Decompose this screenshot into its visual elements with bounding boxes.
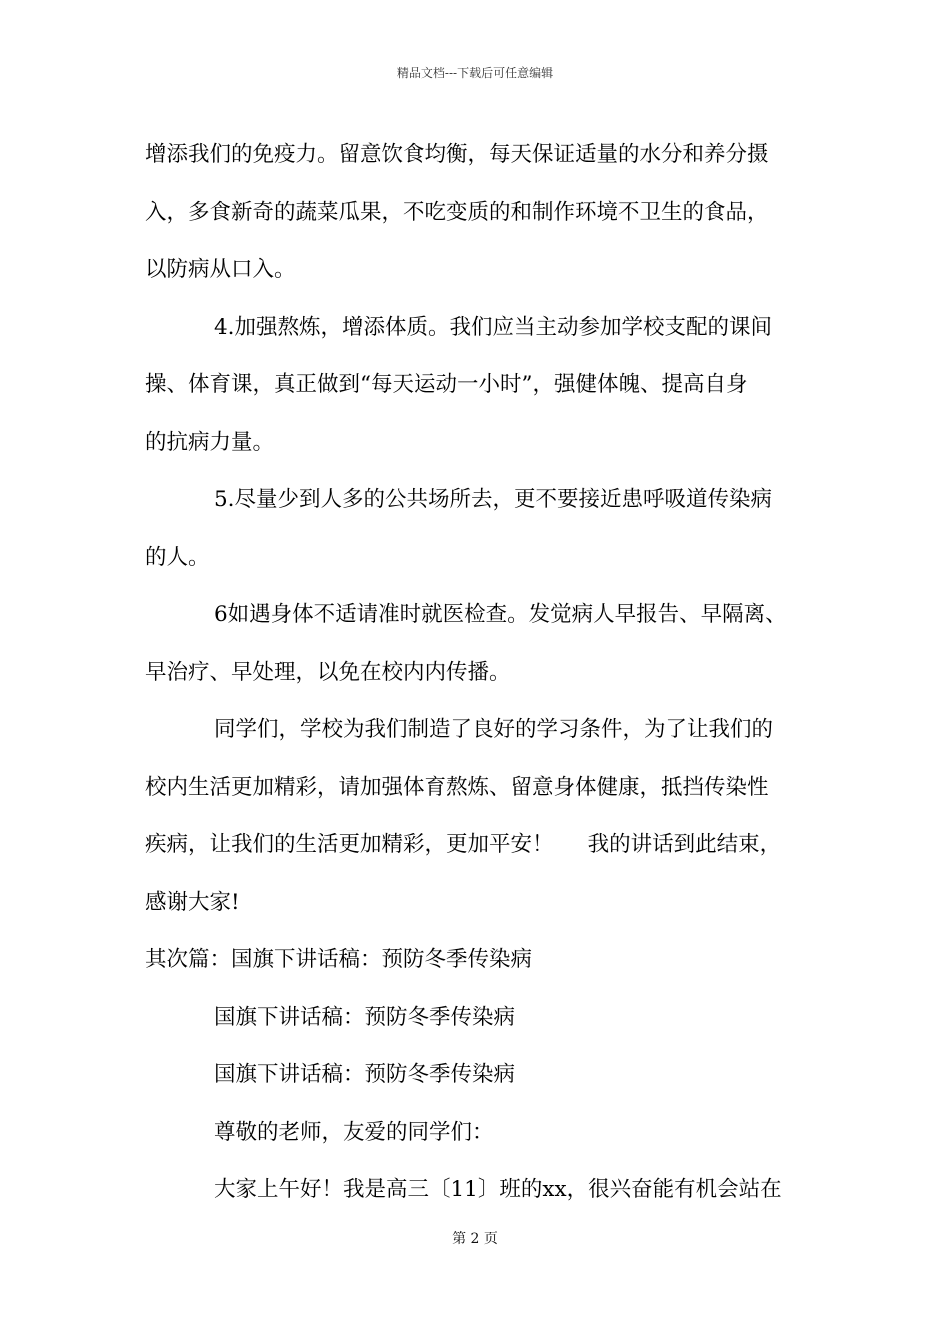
body-line: 大家上午好！我是高三〔11〕班的xx，很兴奋能有机会站在 xyxy=(214,1177,782,1202)
page-number: 第 2 页 xyxy=(452,1231,498,1247)
body-line: 的抗病力量。 xyxy=(145,429,275,455)
body-line: 同学们，学校为我们制造了良好的学习条件，为了让我们的 xyxy=(214,717,774,742)
page-header: 精品文档---下载后可任意编辑 xyxy=(396,66,554,80)
body-line: 校内生活更加精彩，请加强体育熬炼、留意身体健康，抵挡传染性 xyxy=(145,774,769,800)
body-line: 以防病从口入。 xyxy=(145,257,296,282)
body-line: 4.加强熬炼，增添体质。我们应当主动参加学校支配的课间 xyxy=(214,314,773,340)
body-line: 早治疗、早处理，以免在校内内传播。 xyxy=(145,659,511,685)
body-line: 感谢大家! xyxy=(145,889,240,915)
body-line: 增添我们的免疫力。留意饮食均衡，每天保证适量的水分和养分摄 xyxy=(145,142,769,167)
body-line: 操、体育课，真正做到“每天运动一小时”，强健体魄、提高自身 xyxy=(145,372,748,397)
body-line: 5.尽量少到人多的公共场所去，更不要接近患呼吸道传染病 xyxy=(214,487,773,512)
body-line: 国旗下讲话稿：预防冬季传染病 xyxy=(214,1004,516,1030)
body-line: 的人。 xyxy=(145,544,210,570)
body-line: 疾病，让我们的生活更加精彩，更加平安！ 我的讲话到此结束， xyxy=(145,832,782,857)
body-line: 6如遇身体不适请准时就医检查。发觉病人早报告、早隔离、 xyxy=(214,602,787,627)
body-line: 国旗下讲话稿：预防冬季传染病 xyxy=(214,1062,516,1087)
body-line: 入，多食新奇的蔬菜瓜果，不吃变质的和制作环境不卫生的食品， xyxy=(145,199,769,225)
section-heading: 其次篇：国旗下讲话稿：预防冬季传染病 xyxy=(145,947,533,972)
salutation: 尊敬的老师，友爱的同学们： xyxy=(214,1119,494,1145)
document-body xyxy=(145,126,825,1219)
